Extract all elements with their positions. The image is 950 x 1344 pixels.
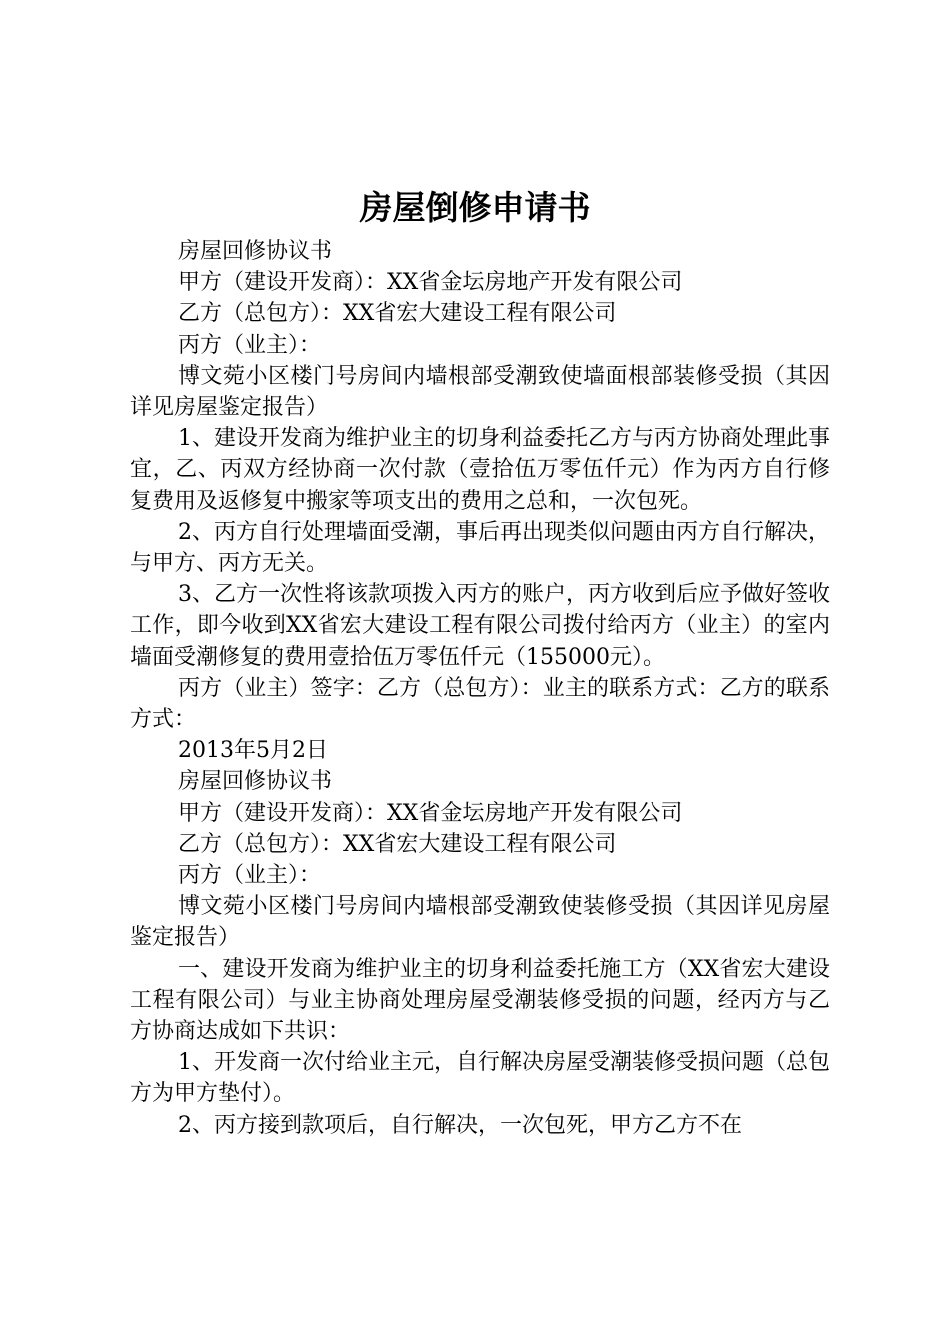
paragraph-2: 甲方（建设开发商）：XX省金坛房地产开发有限公司 [178, 270, 683, 296]
paragraph-9: 丙方（业主）签字：乙方（总包方）：业主的联系方式：乙方的联系方式： [130, 675, 830, 733]
document-body [130, 236, 830, 1141]
paragraph-1: 房屋回修协议书 [178, 239, 333, 264]
paragraph-10: 2013年5月2日 [178, 738, 328, 764]
paragraph-18: 2、丙方接到款项后，自行解决，一次包死，甲方乙方不在 [178, 1112, 742, 1138]
paragraph-11: 房屋回修协议书 [178, 769, 333, 795]
paragraph-13: 乙方（总包方）：XX省宏大建设工程有限公司 [178, 831, 617, 857]
paragraph-12: 甲方（建设开发商）：XX省金坛房地产开发有限公司 [178, 800, 683, 826]
paragraph-15: 博文菀小区楼门号房间内墙根部受潮致使装修受损（其因详见房屋鉴定报告） [130, 894, 830, 951]
paragraph-5: 博文菀小区楼门号房间内墙根部受潮致使墙面根部装修受损（其因详见房屋鉴定报告） [130, 363, 830, 421]
paragraph-7: 2、丙方自行处理墙面受潮，事后再出现类似问题由丙方自行解决，与甲方、丙方无关。 [130, 519, 830, 577]
paragraph-3: 乙方（总包方）：XX省宏大建设工程有限公司 [178, 301, 617, 327]
paragraph-16: 一、建设开发商为维护业主的切身利益委托施工方（XX省宏大建设工程有限公司）与业主协商处理房屋受潮装修受损的问题，经丙方与乙方协商达成如下共识： [130, 956, 830, 1045]
paragraph-14: 丙方（业主）： [178, 863, 322, 889]
paragraph-17: 1、开发商一次付给业主元，自行解决房屋受潮装修受损问题（总包方为甲方垫付）。 [130, 1050, 830, 1107]
document-title: 房屋倒修申请书 [359, 188, 591, 227]
paragraph-8: 3、乙方一次性将该款项拨入丙方的账户，丙方收到后应予做好签收工作，即今收到XX省宏大建设工程有限公司拨付给丙方（业主）的室内墙面受潮修复的费用壹拾伍万零伍仟元（155000元）。 [130, 582, 830, 670]
paragraph-4: 丙方（业主）： [178, 332, 322, 358]
paragraph-6: 1、建设开发商为维护业主的切身利益委托乙方与丙方协商处理此事宜，乙、丙双方经协商一次付款（壹拾伍万零伍仟元）作为丙方自行修复费用及返修复中搬家等项支出的费用之总和，一次包死。 [130, 426, 830, 514]
